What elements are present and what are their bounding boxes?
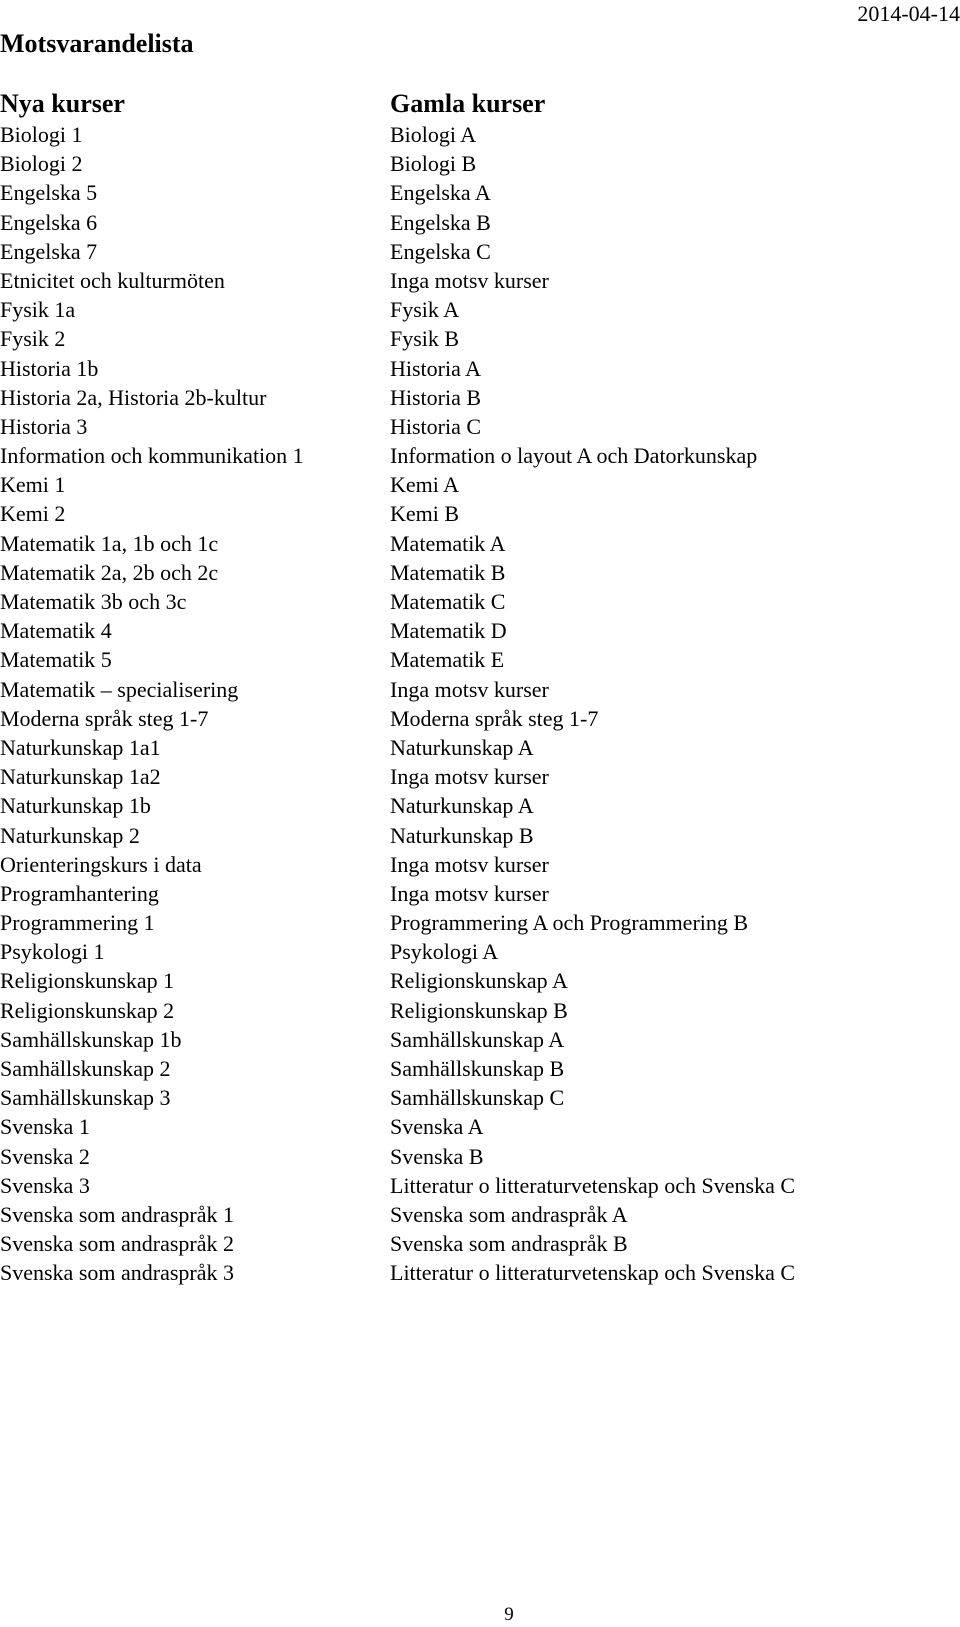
new-course-cell: Matematik – specialisering: [0, 676, 239, 702]
new-course-cell: Samhällskunskap 1b: [0, 1026, 182, 1052]
table-row: [0, 208, 960, 237]
old-course-cell: Religionskunskap A: [390, 968, 568, 994]
new-course-cell: Naturkunskap 1b: [0, 793, 151, 819]
old-course-cell: Litteratur o litteraturvetenskap och Svenska C: [390, 1172, 796, 1198]
new-course-cell: Programmering 1: [0, 910, 155, 936]
old-course-cell: Inga motsv kurser: [390, 676, 549, 702]
old-course-cell: Engelska A: [390, 180, 491, 206]
table-row: [0, 762, 960, 791]
table-row: [0, 558, 960, 587]
new-course-cell: Fysik 1a: [0, 297, 76, 323]
old-course-cell: Engelska B: [390, 209, 491, 235]
document-date: 2014-04-14: [857, 1, 960, 26]
new-course-cell: Fysik 2: [0, 326, 66, 352]
new-course-cell: Engelska 5: [0, 180, 98, 206]
table-row: [0, 1229, 960, 1258]
table-row: [0, 499, 960, 528]
new-course-cell: Historia 3: [0, 413, 88, 439]
new-course-cell: Religionskunskap 2: [0, 997, 175, 1023]
old-course-cell: Psykologi A: [390, 939, 499, 965]
table-row: [0, 1054, 960, 1083]
table-row: [0, 1025, 960, 1054]
table-row: [0, 1112, 960, 1141]
old-course-cell: Matematik A: [390, 530, 506, 556]
table-row: [0, 354, 960, 383]
new-course-cell: Biologi 2: [0, 151, 83, 177]
table-row: [0, 966, 960, 995]
old-course-cell: Kemi B: [390, 501, 460, 527]
table-row: [0, 733, 960, 762]
old-course-cell: Moderna språk steg 1-7: [390, 705, 599, 731]
page-number: 9: [504, 1604, 514, 1625]
old-course-cell: Biologi A: [390, 122, 477, 147]
table-header-row: [0, 89, 960, 120]
new-course-cell: Matematik 5: [0, 647, 112, 673]
new-course-cell: Matematik 4: [0, 618, 112, 644]
old-course-cell: Fysik B: [390, 326, 460, 352]
table-row: [0, 850, 960, 879]
table-row: [0, 996, 960, 1025]
table-row: [0, 383, 960, 412]
table-row: [0, 295, 960, 324]
table-row: [0, 675, 960, 704]
table-row: [0, 237, 960, 266]
new-course-cell: Matematik 2a, 2b och 2c: [0, 559, 219, 585]
old-course-cell: Inga motsv kurser: [390, 880, 549, 906]
new-course-cell: Religionskunskap 1: [0, 968, 175, 994]
table-row: [0, 1258, 960, 1287]
table-row: [0, 645, 960, 674]
old-course-cell: Samhällskunskap C: [390, 1085, 565, 1111]
old-course-cell: Samhällskunskap A: [390, 1026, 565, 1052]
new-course-cell: Samhällskunskap 2: [0, 1056, 171, 1081]
table-row: [0, 149, 960, 178]
new-course-cell: Biologi 1: [0, 122, 83, 147]
new-course-cell: Svenska som andraspråk 3: [0, 1260, 235, 1286]
old-course-cell: Naturkunskap B: [390, 822, 534, 848]
table-row: [0, 120, 960, 149]
old-course-cell: Naturkunskap A: [390, 793, 534, 819]
old-course-cell: Matematik C: [390, 589, 506, 614]
table-row: [0, 587, 960, 616]
old-course-cell: Litteratur o litteraturvetenskap och Svenska C: [390, 1260, 796, 1286]
table-body: [0, 120, 960, 1288]
table-row: [0, 1171, 960, 1200]
table-row: [0, 1142, 960, 1171]
new-course-cell: Information och kommunikation 1: [0, 443, 304, 469]
table-row: [0, 324, 960, 353]
new-course-cell: Svenska 1: [0, 1114, 90, 1140]
table-row: [0, 441, 960, 470]
old-course-cell: Kemi A: [390, 472, 460, 498]
old-course-cell: Engelska C: [390, 238, 491, 264]
new-course-cell: Historia 2a, Historia 2b-kultur: [0, 384, 267, 410]
table-row: [0, 529, 960, 558]
document-title: Motsvarandelista: [0, 29, 194, 58]
new-course-cell: Matematik 1a, 1b och 1c: [0, 530, 219, 556]
old-course-cell: Biologi B: [390, 151, 477, 177]
new-course-cell: Naturkunskap 1a2: [0, 764, 161, 790]
new-course-cell: Svenska 3: [0, 1172, 90, 1198]
table-row: [0, 412, 960, 441]
column-header-new-courses: Nya kurser: [0, 89, 125, 118]
new-course-cell: Matematik 3b och 3c: [0, 589, 187, 614]
old-course-cell: Samhällskunskap B: [390, 1056, 565, 1081]
new-course-cell: Psykologi 1: [0, 939, 105, 965]
new-course-cell: Naturkunskap 2: [0, 822, 140, 848]
old-course-cell: Fysik A: [390, 297, 460, 323]
old-course-cell: Matematik B: [390, 559, 506, 585]
new-course-cell: Historia 1b: [0, 355, 99, 381]
old-course-cell: Svenska A: [390, 1114, 484, 1140]
table-row: [0, 821, 960, 850]
new-course-cell: Svenska som andraspråk 1: [0, 1201, 235, 1227]
old-course-cell: Svenska B: [390, 1143, 484, 1169]
table-row: [0, 1200, 960, 1229]
table-row: [0, 908, 960, 937]
old-course-cell: Svenska som andraspråk B: [390, 1231, 628, 1257]
old-course-cell: Inga motsv kurser: [390, 267, 549, 293]
table-row: [0, 178, 960, 207]
new-course-cell: Samhällskunskap 3: [0, 1085, 171, 1111]
old-course-cell: Matematik E: [390, 647, 505, 673]
table-row: [0, 616, 960, 645]
new-course-cell: Orienteringskurs i data: [0, 851, 202, 877]
new-course-cell: Kemi 2: [0, 501, 66, 527]
new-course-cell: Engelska 6: [0, 209, 98, 235]
old-course-cell: Historia B: [390, 384, 482, 410]
table-row: [0, 1083, 960, 1112]
old-course-cell: Historia C: [390, 413, 482, 439]
table-row: [0, 791, 960, 820]
new-course-cell: Kemi 1: [0, 472, 66, 498]
new-course-cell: Engelska 7: [0, 238, 98, 264]
table-row: [0, 704, 960, 733]
old-course-cell: Religionskunskap B: [390, 997, 568, 1023]
column-header-old-courses: Gamla kurser: [390, 89, 546, 118]
old-course-cell: Naturkunskap A: [390, 734, 534, 760]
old-course-cell: Programmering A och Programmering B: [390, 910, 749, 936]
old-course-cell: Svenska som andraspråk A: [390, 1201, 628, 1227]
table-row: [0, 937, 960, 966]
table-row: [0, 470, 960, 499]
old-course-cell: Inga motsv kurser: [390, 764, 549, 790]
table-row: [0, 266, 960, 295]
old-course-cell: Inga motsv kurser: [390, 851, 549, 877]
old-course-cell: Information o layout A och Datorkunskap: [390, 443, 758, 469]
new-course-cell: Svenska 2: [0, 1143, 90, 1169]
new-course-cell: Etnicitet och kulturmöten: [0, 267, 225, 293]
old-course-cell: Matematik D: [390, 618, 507, 644]
new-course-cell: Naturkunskap 1a1: [0, 734, 161, 760]
course-mapping-table: [0, 89, 960, 1288]
old-course-cell: Historia A: [390, 355, 482, 381]
new-course-cell: Moderna språk steg 1-7: [0, 705, 209, 731]
new-course-cell: Programhantering: [0, 880, 159, 906]
table-row: [0, 879, 960, 908]
new-course-cell: Svenska som andraspråk 2: [0, 1231, 235, 1257]
